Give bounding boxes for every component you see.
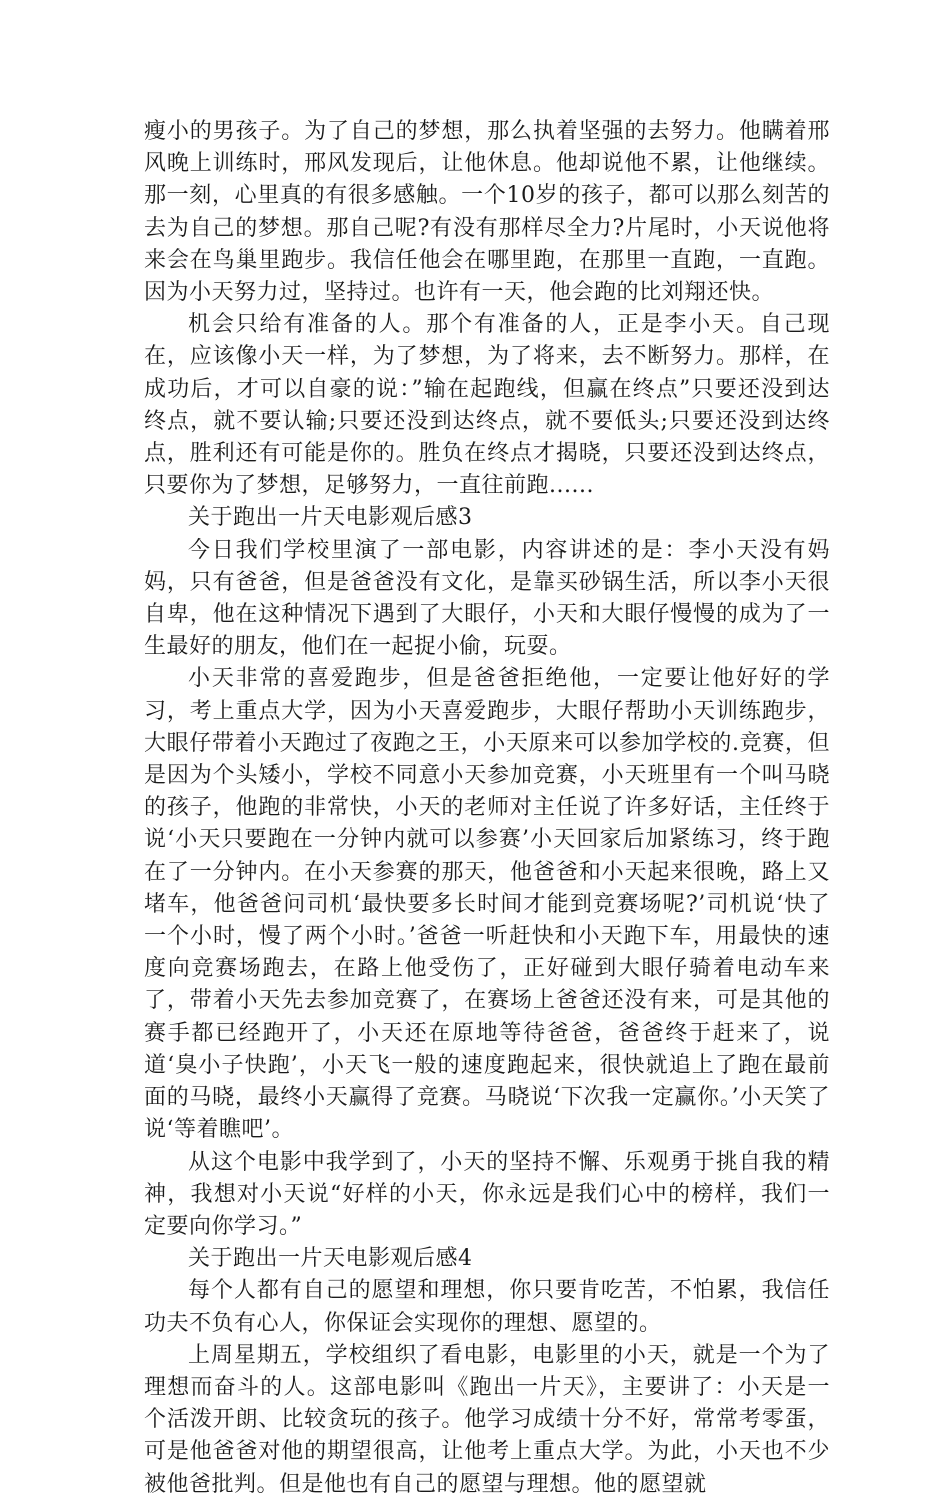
section-heading: 关于跑出一片天电影观后感3: [188, 505, 473, 531]
paragraph: 从这个电影中我学到了，小天的坚持不懈、乐观勇于挑自我的精神，我想对小天说“好样的小天，你永远是我们心中的榜样，我们一定要向你学习。”: [144, 1149, 830, 1239]
paragraph: 今日我们学校里演了一部电影，内容讲述的是：李小天没有妈妈，只有爸爸，但是爸爸没有文化，是靠买砂锅生活，所以李小天很自卑，他在这种情况下遇到了大眼仔，小天和大眼仔慢慢的成为了一生最好的朋友，他们在一起捉小偷，玩耍。: [144, 537, 830, 660]
paragraph-continued: 瘦小的男孩子。为了自己的梦想，那么执着坚强的去努力。他瞒着邢风晚上训练时，邢风发现后，让他休息。他却说他不累，让他继续。那一刻，心里真的有很多感触。一个10岁的孩子，都可以那么刻苦的去为自己的梦想。那自己呢?有没有那样尽全力?片尾时，小天说他将来会在鸟巢里跑步。我信任他会在哪里跑，在那里一直跑，一直跑。因为小天努力过，坚持过。也许有一天，他会跑的比刘翔还快。: [144, 119, 830, 306]
document-body: [144, 116, 830, 1501]
paragraph: 上周星期五，学校组织了看电影，电影里的小天，就是一个为了理想而奋斗的人。这部电影叫《跑出一片天》，主要讲了：小天是一个活泼开朗、比较贪玩的孩子。他学习成绩十分不好，常常考零蛋，可是他爸爸对他的期望很高，让他考上重点大学。为此，小天也不少被他爸批判。但是他也有自己的愿望与理想。他的愿望就: [144, 1342, 830, 1497]
section-heading: 关于跑出一片天电影观后感4: [188, 1246, 473, 1272]
paragraph: 每个人都有自己的愿望和理想，你只要肯吃苦，不怕累，我信任功夫不负有心人，你保证会实现你的理想、愿望的。: [144, 1278, 830, 1336]
paragraph: 小天非常的喜爱跑步，但是爸爸拒绝他，一定要让他好好的学习，考上重点大学，因为小天喜爱跑步，大眼仔帮助小天训练跑步，大眼仔带着小天跑过了夜跑之王，小天原来可以参加学校的.竞赛，但是因为个头矮小，学校不同意小天参加竞赛，小天班里有一个叫马晓的孩子，他跑的非常快，小天的老师对主任说了许多好话，主任终于说‘小天只要跑在一分钟内就可以参赛’小天回家后加紧练习，终于跑在了一分钟内。在小天参赛的那天，他爸爸和小天起来很晚，路上又堵车，他爸爸问司机‘最快要多长时间才能到竞赛场呢?’司机说‘快了一个小时，慢了两个小时。’爸爸一听赶快和小天跑下车，用最快的速度向竞赛场跑去，在路上他受伤了，正好碰到大眼仔骑着电动车来了，带着小天先去参加竞赛了，在赛场上爸爸还没有来，可是其他的赛手都已经跑开了，小天还在原地等待爸爸，爸爸终于赶来了，说道‘臭小子快跑’，小天飞一般的速度跑起来，很快就追上了跑在最前面的马晓，最终小天赢得了竞赛。马晓说‘下次我一定赢你。’小天笑了说‘等着瞧吧’。: [144, 666, 830, 1143]
paragraph: 机会只给有准备的人。那个有准备的人，正是李小天。自己现在，应该像小天一样，为了梦想，为了将来，去不断努力。那样，在成功后，才可以自豪的说：”输在起跑线，但赢在终点”只要还没到达终点，就不要认输;只要还没到达终点，就不要低头;只要还没到达终点，胜利还有可能是你的。胜负在终点才揭晓，只要还没到达终点，只要你为了梦想，足够努力，一直往前跑......: [144, 312, 830, 499]
